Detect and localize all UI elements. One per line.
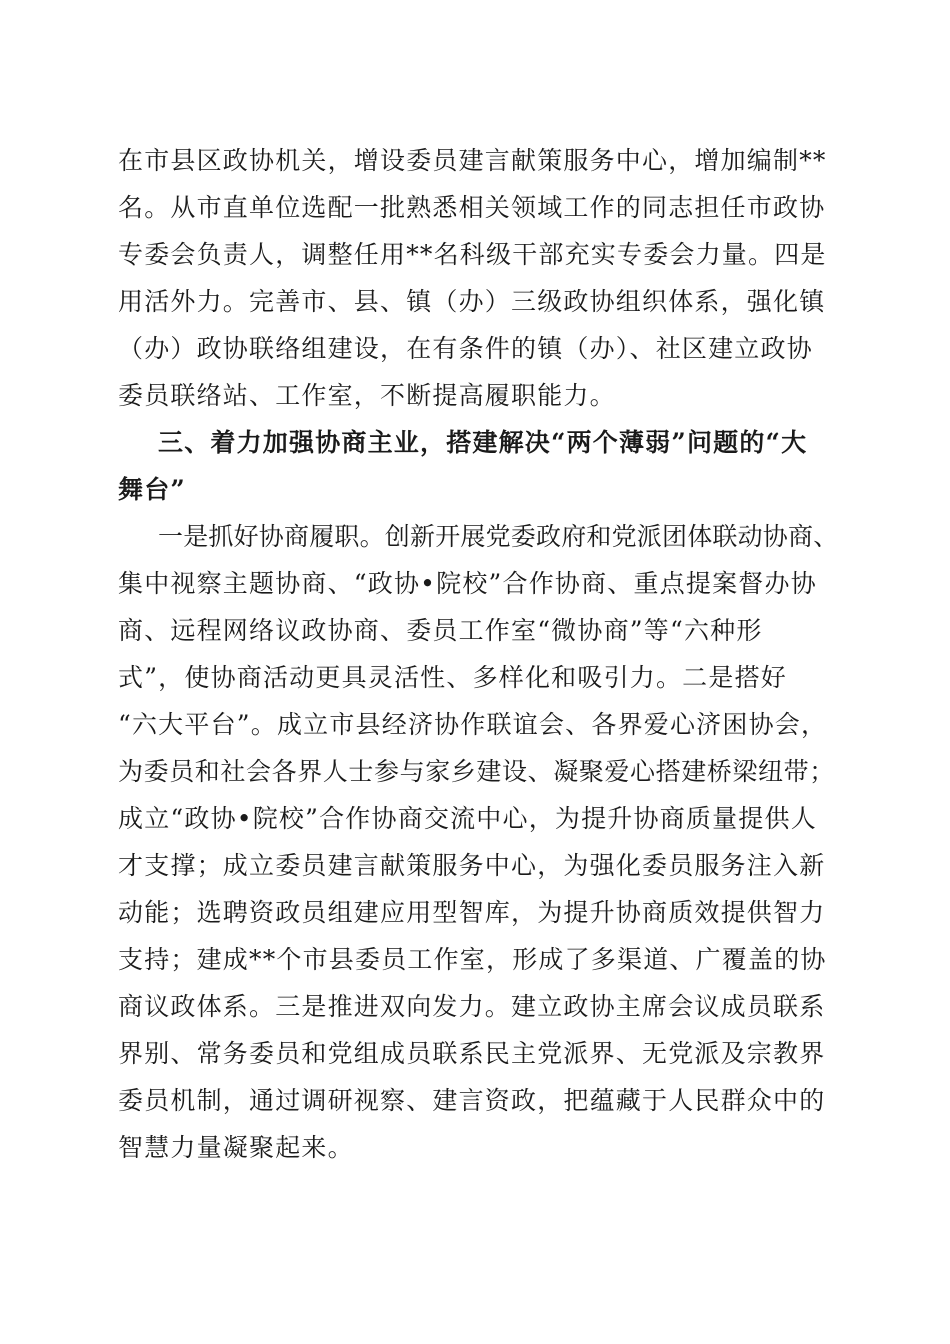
paragraph-line: 为委员和社会各界人士参与家乡建设、凝聚爱心搭建桥梁纽带； [118, 757, 835, 786]
paragraph-line: 一是抓好协商履职。创新开展党委政府和党派团体联动协商、 [158, 522, 839, 551]
paragraph-line: “六大平台”。成立市县经济协作联谊会、各界爱心济困协会， [118, 710, 828, 739]
paragraph-line: 动能；选聘资政员组建应用型智库，为提升协商质效提供智力 [118, 898, 826, 927]
section-heading: 三、着力加强协商主业，搭建解决“两个薄弱”问题的“大 [158, 428, 808, 457]
section-heading: 舞台” [118, 475, 186, 504]
paragraph-line: 委员联络站、工作室，不断提高履职能力。 [118, 381, 616, 410]
paragraph-line: 支持；建成**个市县委员工作室，形成了多渠道、广覆盖的协 [118, 945, 827, 974]
paragraph-line: 成立“政协•院校”合作协商交流中心，为提升协商质量提供人 [118, 804, 817, 833]
paragraph-line: 集中视察主题协商、“政协•院校”合作协商、重点提案督办协 [118, 569, 817, 598]
paragraph-line: 式”，使协商活动更具灵活性、多样化和吸引力。二是搭好 [118, 663, 787, 692]
paragraph-line: 专委会负责人，调整任用**名科级干部充实专委会力量。四是 [118, 240, 827, 269]
paragraph-line: （办）政协联络组建设，在有条件的镇（办）、社区建立政协 [118, 334, 813, 363]
paragraph-line: 用活外力。完善市、县、镇（办）三级政协组织体系，强化镇 [118, 287, 826, 316]
paragraph-line: 商议政体系。三是推进双向发力。建立政协主席会议成员联系 [118, 992, 826, 1021]
paragraph-line: 才支撑；成立委员建言献策服务中心，为强化委员服务注入新 [118, 851, 826, 880]
paragraph-line: 智慧力量凝聚起来。 [118, 1133, 354, 1162]
paragraph-line: 委员机制，通过调研视察、建言资政，把蕴藏于人民群众中的 [118, 1086, 826, 1115]
paragraph-line: 商、远程网络议政协商、委员工作室“微协商”等“六种形 [118, 616, 763, 645]
paragraph-line: 名。从市直单位选配一批熟悉相关领域工作的同志担任市政协 [118, 193, 826, 222]
paragraph-line: 在市县区政协机关，增设委员建言献策服务中心，增加编制** [118, 146, 827, 175]
paragraph-line: 界别、常务委员和党组成员联系民主党派界、无党派及宗教界 [118, 1039, 826, 1068]
